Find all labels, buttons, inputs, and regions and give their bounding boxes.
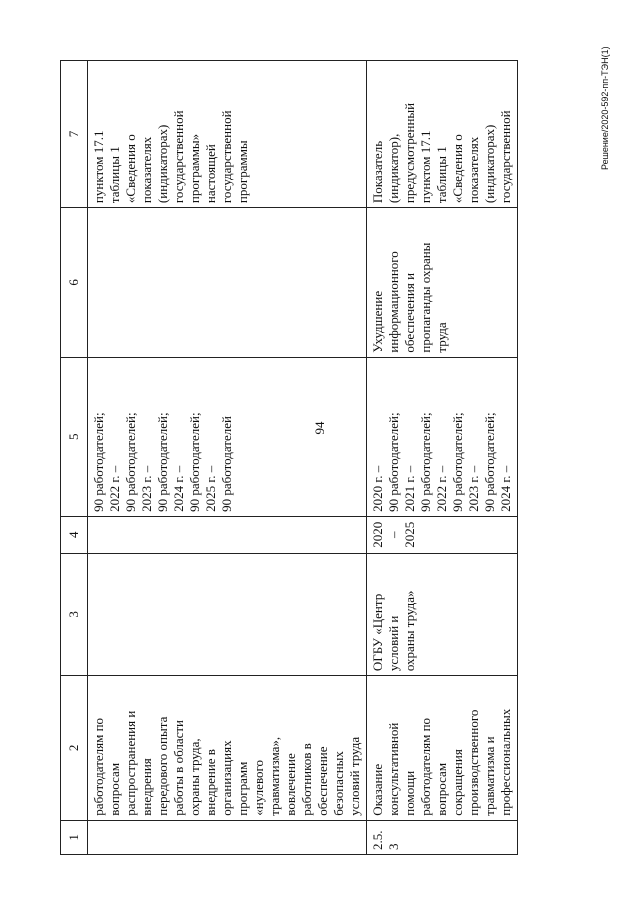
cell-consequences xyxy=(367,208,518,357)
cell-text-line: (индикаторах) xyxy=(155,124,170,204)
cell-text-line: внедрения xyxy=(139,758,154,816)
cell-number: 2.5.3 xyxy=(367,820,518,854)
cell-text-line: 90 работодателей; xyxy=(418,412,433,512)
cell-text-line: работников в xyxy=(299,743,314,816)
cell-text-line: травматизма», xyxy=(267,736,282,816)
cell-text-line: вовлечение xyxy=(283,753,298,816)
cell-measure xyxy=(367,676,518,821)
table-row xyxy=(367,61,518,855)
cell-text-line: охраны труда» xyxy=(402,590,417,672)
cell-text-line: «Сведения о xyxy=(123,134,138,204)
page-number: 94 xyxy=(312,421,327,435)
cell-text-line: 90 работодателей; xyxy=(386,412,401,512)
cell-text-line: обеспечение xyxy=(315,746,330,816)
cell-text-line: «нулевого xyxy=(251,760,266,816)
document-stamp: Решение/2020-592-пп-ТЭН(1) xyxy=(600,46,610,170)
cell-text-line: 90 работодателей xyxy=(219,416,234,512)
cell-text-line: труда xyxy=(434,322,449,353)
cell-text-line: обеспечения и xyxy=(402,272,417,353)
cell-result xyxy=(367,357,518,516)
cell-text-line: показателях xyxy=(466,136,481,204)
measures-table xyxy=(60,60,518,855)
cell-text-line: 2021 г. – xyxy=(402,465,417,512)
cell-text-line: Оказание xyxy=(370,763,385,816)
cell-text-line: государственной xyxy=(219,110,234,204)
header-col-4: 4 xyxy=(61,516,88,553)
cell-executor xyxy=(88,553,367,676)
cell-text-line: (индикаторах) xyxy=(482,124,497,204)
cell-text-line: передового опыта xyxy=(155,716,170,816)
cell-text-line: (индикатор), xyxy=(386,133,401,204)
cell-text-line: Ухудшение xyxy=(370,290,385,353)
cell-text-line: программы xyxy=(235,140,250,204)
cell-text-line: информационного xyxy=(386,251,401,353)
cell-text-line: таблицы 1 xyxy=(107,146,122,204)
cell-text-line: сокращения xyxy=(450,749,465,816)
cell-text-line: 90 работодателей; xyxy=(187,412,202,512)
cell-text-line: 2024 г. – xyxy=(498,465,513,512)
cell-consequences xyxy=(88,208,367,357)
cell-text-line: вопросам xyxy=(107,762,122,816)
cell-text-line: работодателям по xyxy=(418,717,433,816)
cell-text-line: 2024 г. – xyxy=(171,465,186,512)
header-col-5: 5 xyxy=(61,357,88,516)
cell-text-line: 90 работодателей; xyxy=(91,412,106,512)
cell-indicator-link xyxy=(88,61,367,208)
cell-text-line: условий и xyxy=(386,615,401,672)
cell-text-line: условий труда xyxy=(347,736,362,816)
cell-result xyxy=(88,357,367,516)
cell-text-line: программы» xyxy=(187,133,202,204)
header-col-3: 3 xyxy=(61,553,88,676)
header-col-7: 7 xyxy=(61,61,88,208)
cell-measure xyxy=(88,676,367,821)
cell-period xyxy=(367,516,518,553)
cell-text-line: показателях xyxy=(139,136,154,204)
cell-text-line: 90 работодателей; xyxy=(450,412,465,512)
cell-text-line: пунктом 17.1 xyxy=(91,130,106,204)
cell-text-line: профессиональных xyxy=(498,708,513,816)
cell-period xyxy=(88,516,367,553)
cell-number xyxy=(88,820,367,854)
cell-text-line: пропаганды охраны xyxy=(418,242,433,353)
table-row xyxy=(88,61,367,855)
cell-text-line: Показатель xyxy=(370,140,385,204)
cell-text-line: травматизма и xyxy=(482,736,497,816)
cell-text-line: государственной xyxy=(498,110,513,204)
cell-text-line: вопросам xyxy=(434,762,449,816)
cell-text-line: 2025 г. – xyxy=(203,465,218,512)
cell-text-line: 2022 г. – xyxy=(434,465,449,512)
cell-text-line: 2023 г. – xyxy=(139,465,154,512)
cell-text-line: помощи xyxy=(402,770,417,816)
cell-text-line: «Сведения о xyxy=(450,134,465,204)
cell-text-line: программ xyxy=(235,761,250,816)
cell-text-line: организациях xyxy=(219,740,234,816)
header-row xyxy=(61,61,88,855)
cell-text-line: пунктом 17.1 xyxy=(418,130,433,204)
cell-text-line: предусмотренный xyxy=(402,102,417,204)
cell-text-line: 90 работодателей; xyxy=(123,412,138,512)
cell-text-line: безопасных xyxy=(331,751,346,816)
cell-text-line: ОГБУ «Центр xyxy=(370,593,385,672)
cell-text-line: консультативной xyxy=(386,722,401,816)
header-col-2: 2 xyxy=(61,676,88,821)
header-col-6: 6 xyxy=(61,208,88,357)
cell-text-line: 2023 г. – xyxy=(466,465,481,512)
header-col-1: 1 xyxy=(61,820,88,854)
cell-text-line: охраны труда, xyxy=(187,738,202,816)
cell-text-line: производственного xyxy=(466,709,481,816)
cell-text-line: государственной xyxy=(171,110,186,204)
cell-text-line: 2020 xyxy=(370,521,385,548)
cell-text-line: работодателям по xyxy=(91,717,106,816)
cell-text-line: настоящей xyxy=(203,144,218,204)
cell-text-line: внедрение в xyxy=(203,749,218,816)
cell-text-line: 90 работодателей; xyxy=(155,412,170,512)
cell-executor xyxy=(367,553,518,676)
document-table-rotated xyxy=(60,60,560,855)
cell-text-line: распространения и xyxy=(123,710,138,816)
cell-text-line: 2022 г. – xyxy=(107,465,122,512)
cell-text-line: работы в области xyxy=(171,719,186,816)
cell-indicator-link xyxy=(367,61,518,208)
cell-text-line: – xyxy=(386,531,401,538)
cell-text-line: таблицы 1 xyxy=(434,146,449,204)
cell-text-line: 2020 г. – xyxy=(370,465,385,512)
cell-text-line: 90 работодателей; xyxy=(482,412,497,512)
cell-text-line: 2025 xyxy=(402,521,417,548)
